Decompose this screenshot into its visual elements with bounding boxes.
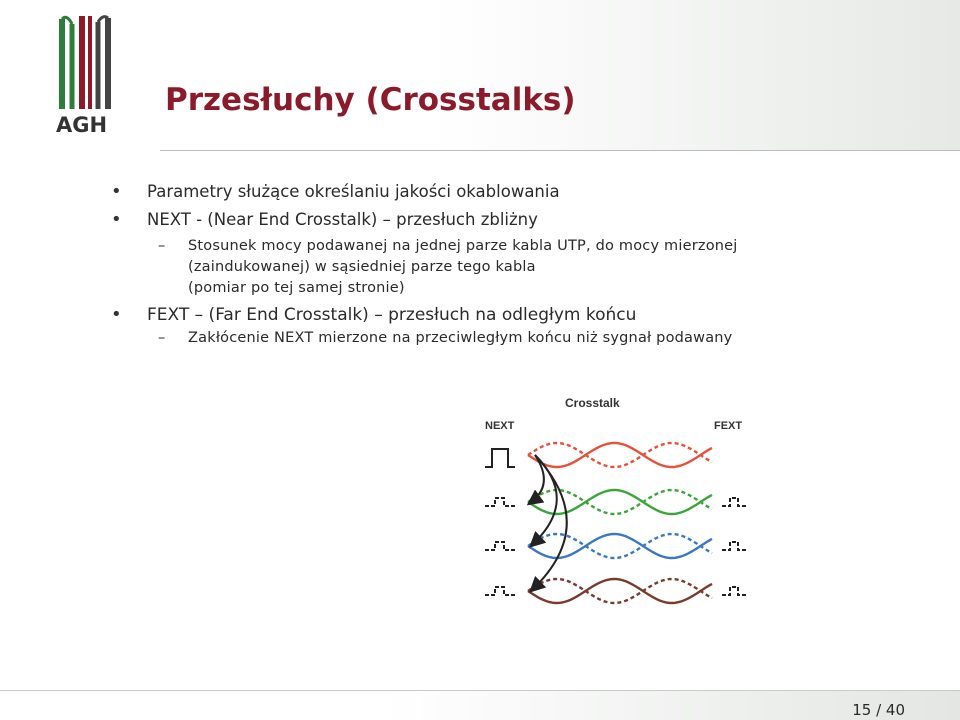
dash-marker: – — [158, 330, 166, 346]
slide-title: Przesłuchy (Crosstalks) — [165, 82, 576, 118]
diagram-title: Crosstalk — [565, 396, 620, 410]
bullet-next: • NEXT - (Near End Crosstalk) – przesłuch zbliżny — [147, 210, 538, 229]
sub-next-definition — [158, 238, 738, 254]
logo-text: AGH — [56, 113, 108, 134]
footer-band — [0, 690, 960, 720]
pulse-icon — [722, 587, 746, 595]
next-label: NEXT — [485, 420, 515, 432]
pulse-icon — [722, 542, 746, 550]
sub-fext-definition — [158, 330, 733, 346]
pulse-icon — [485, 449, 515, 467]
footer-divider — [0, 690, 960, 691]
dash-marker: – — [158, 238, 166, 254]
sub-next-line3: (pomiar po tej samej stronie) — [188, 280, 405, 296]
pulse-icon — [722, 498, 746, 506]
page-number: 15 / 40 — [852, 701, 905, 719]
bullet-parameters: • Parametry służące określaniu jakości okablowania — [147, 182, 560, 201]
sub-fext-line: Zakłócenie NEXT mierzone na przeciwległym końcu niż sygnał podawany — [188, 330, 733, 346]
crosstalk-arrow — [532, 455, 557, 545]
fext-label: FEXT — [714, 420, 743, 432]
sub-next-line2: (zaindukowanej) w sąsiedniej parze tego kabla — [188, 259, 536, 275]
bullet-fext: • FEXT – (Far End Crosstalk) – przesłuch na odległym końcu — [147, 305, 636, 325]
pulse-icon — [485, 498, 515, 506]
pulse-icon — [485, 587, 515, 595]
pulse-icon — [485, 542, 515, 550]
sub-next-line1: Stosunek mocy podawanej na jednej parze kabla UTP, do mocy mierzonej — [188, 238, 738, 254]
crosstalk-diagram — [470, 385, 770, 615]
